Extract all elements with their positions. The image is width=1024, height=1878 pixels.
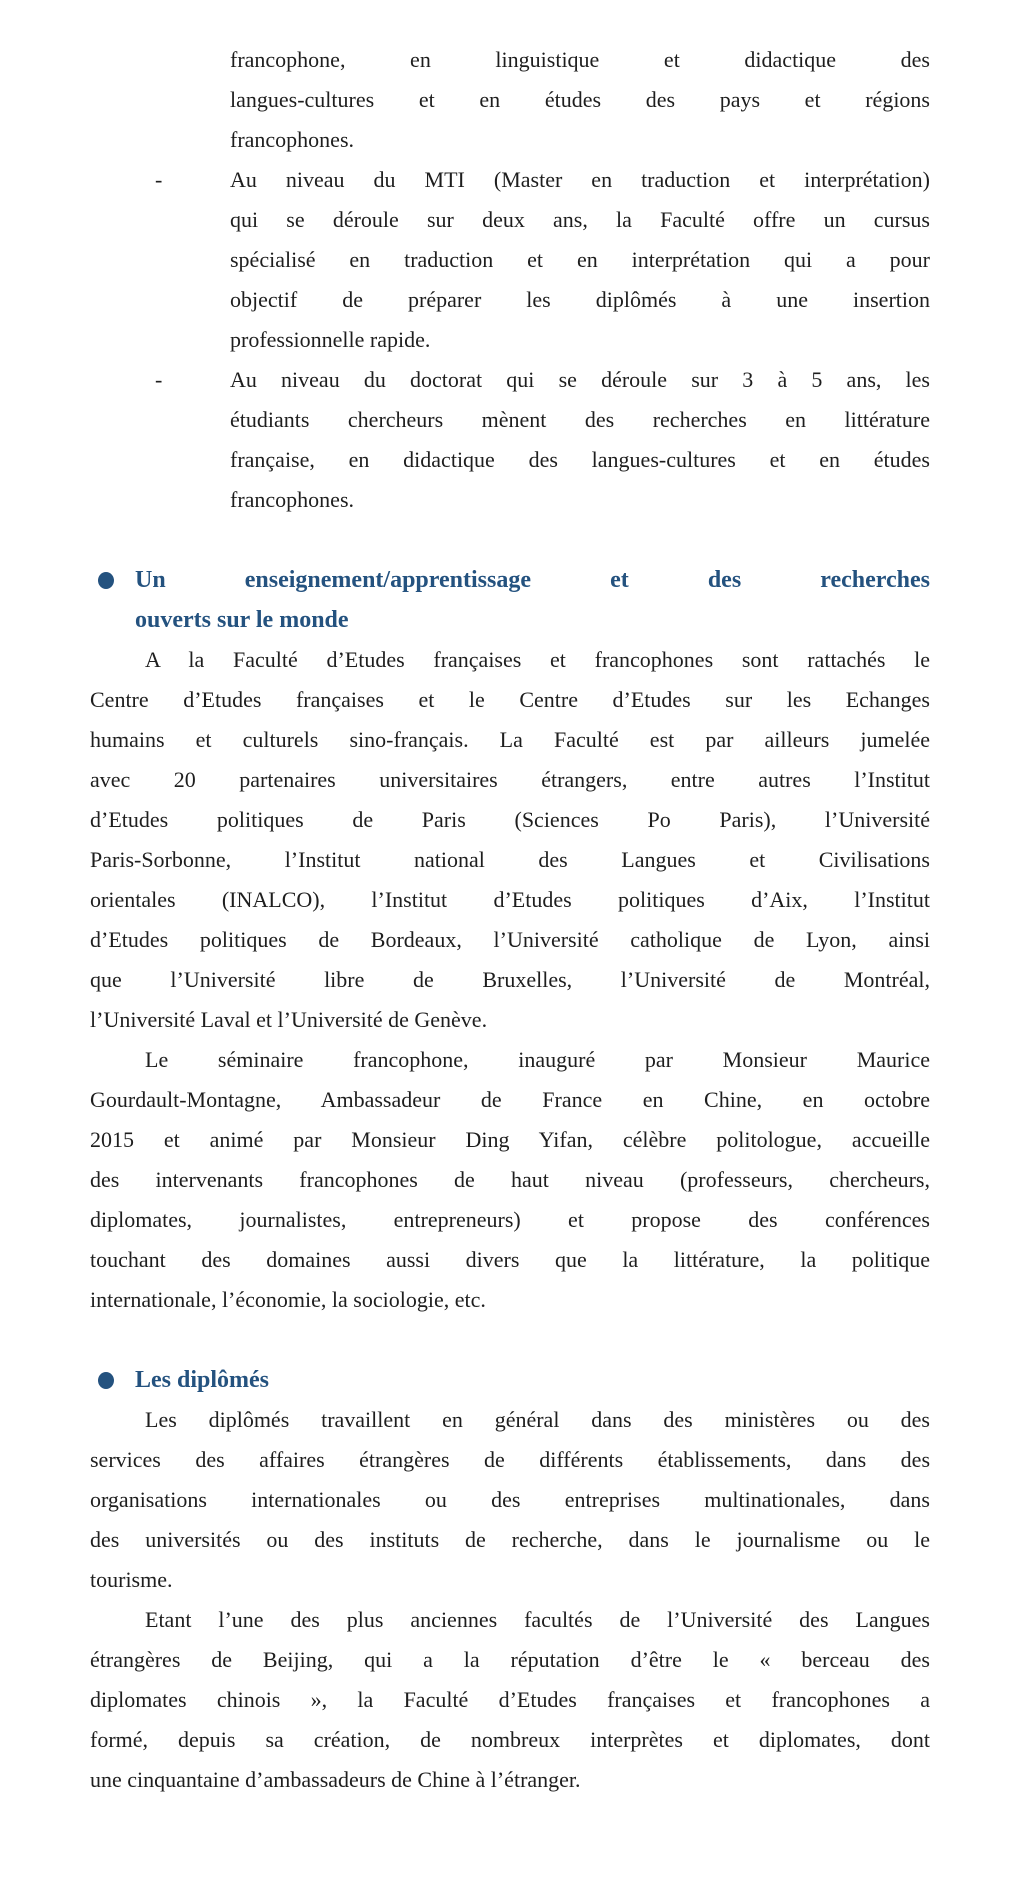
text-line: 2015 et animé par Monsieur Ding Yifan, célèbre politologue, accueille xyxy=(90,1127,930,1152)
text-line: que l’Université libre de Bruxelles, l’Université de Montréal, xyxy=(90,967,930,992)
text-line: langues-cultures et en études des pays et régions xyxy=(230,87,930,112)
text-line: objectif de préparer les diplômés à une insertion xyxy=(230,287,930,312)
dash-marker: - xyxy=(155,167,163,192)
text-line: services des affaires étrangères de différents établissements, dans des xyxy=(90,1447,930,1472)
text-line: une cinquantaine d’ambassadeurs de Chine à l’étranger. xyxy=(90,1767,581,1792)
text-line: étudiants chercheurs mènent des recherches en littérature xyxy=(230,407,930,432)
text-line: des intervenants francophones de haut niveau (professeurs, chercheurs, xyxy=(90,1167,930,1192)
text-line: organisations internationales ou des entreprises multinationales, dans xyxy=(90,1487,930,1512)
list-item-continuation xyxy=(230,40,930,160)
text-line: francophones. xyxy=(230,127,355,152)
text-line: francophones. xyxy=(230,487,355,512)
text-line: avec 20 partenaires universitaires étrangers, entre autres l’Institut xyxy=(90,767,930,792)
text-line: Au niveau du MTI (Master en traduction et interprétation) xyxy=(230,167,930,192)
text-line: d’Etudes politiques de Paris (Sciences Po Paris), l’Université xyxy=(90,807,930,832)
text-line: étrangères de Beijing, qui a la réputation d’être le « berceau des xyxy=(90,1647,930,1672)
text-line: française, en didactique des langues-cultures et en études xyxy=(230,447,930,472)
text-line: professionnelle rapide. xyxy=(230,327,431,352)
text-line: l’Université Laval et l’Université de Genève. xyxy=(90,1007,488,1032)
section-heading-graduates xyxy=(90,1360,930,1400)
text-line: Etant l’une des plus anciennes facultés de l’Université des Langues xyxy=(145,1607,930,1632)
text-line: Gourdault-Montagne, Ambassadeur de France en Chine, en octobre xyxy=(90,1087,930,1112)
paragraph-seminar xyxy=(90,1040,930,1320)
text-line: d’Etudes politiques de Bordeaux, l’Université catholique de Lyon, ainsi xyxy=(90,927,930,952)
text-line: tourisme. xyxy=(90,1567,173,1592)
text-line: Au niveau du doctorat qui se déroule sur 3 à 5 ans, les xyxy=(230,367,930,392)
list-item-doctorat xyxy=(155,360,930,520)
paragraph-partners xyxy=(90,640,930,1040)
paragraph-graduates-work xyxy=(90,1400,930,1600)
bullet-icon xyxy=(98,1372,114,1389)
text-line: diplomates chinois », la Faculté d’Etudes françaises et francophones a xyxy=(90,1687,930,1712)
text-line: diplomates, journalistes, entrepreneurs) et propose des conférences xyxy=(90,1207,930,1232)
dash-marker: - xyxy=(155,367,163,392)
text-line: formé, depuis sa création, de nombreux interprètes et diplomates, dont xyxy=(90,1727,930,1752)
text-line: Le séminaire francophone, inauguré par Monsieur Maurice xyxy=(145,1047,930,1072)
text-line: des universités ou des instituts de recherche, dans le journalisme ou le xyxy=(90,1527,930,1552)
text-line: Les diplômés travaillent en général dans des ministères ou des xyxy=(145,1407,930,1432)
text-line: humains et culturels sino-français. La Faculté est par ailleurs jumelée xyxy=(90,727,930,752)
bullet-icon xyxy=(98,572,114,589)
heading-line: Un enseignement/apprentissage et des recherches xyxy=(135,567,930,593)
text-line: touchant des domaines aussi divers que la littérature, la politique xyxy=(90,1247,930,1272)
heading-line: ouverts sur le monde xyxy=(135,607,349,633)
text-line: orientales (INALCO), l’Institut d’Etudes politiques d’Aix, l’Institut xyxy=(90,887,930,912)
heading-line: Les diplômés xyxy=(135,1367,270,1393)
text-line: spécialisé en traduction et en interprétation qui a pour xyxy=(230,247,930,272)
text-line: Paris-Sorbonne, l’Institut national des Langues et Civilisations xyxy=(90,847,930,872)
text-line: A la Faculté d’Etudes françaises et francophones sont rattachés le xyxy=(145,647,930,672)
text-line: qui se déroule sur deux ans, la Faculté offre un cursus xyxy=(230,207,930,232)
text-line: Centre d’Etudes françaises et le Centre d’Etudes sur les Echanges xyxy=(90,687,930,712)
paragraph-history xyxy=(90,1600,930,1800)
section-heading-world xyxy=(90,560,930,640)
text-line: francophone, en linguistique et didactique des xyxy=(230,47,930,72)
text-line: internationale, l’économie, la sociologie, etc. xyxy=(90,1287,486,1312)
list-item-mti xyxy=(155,160,930,360)
